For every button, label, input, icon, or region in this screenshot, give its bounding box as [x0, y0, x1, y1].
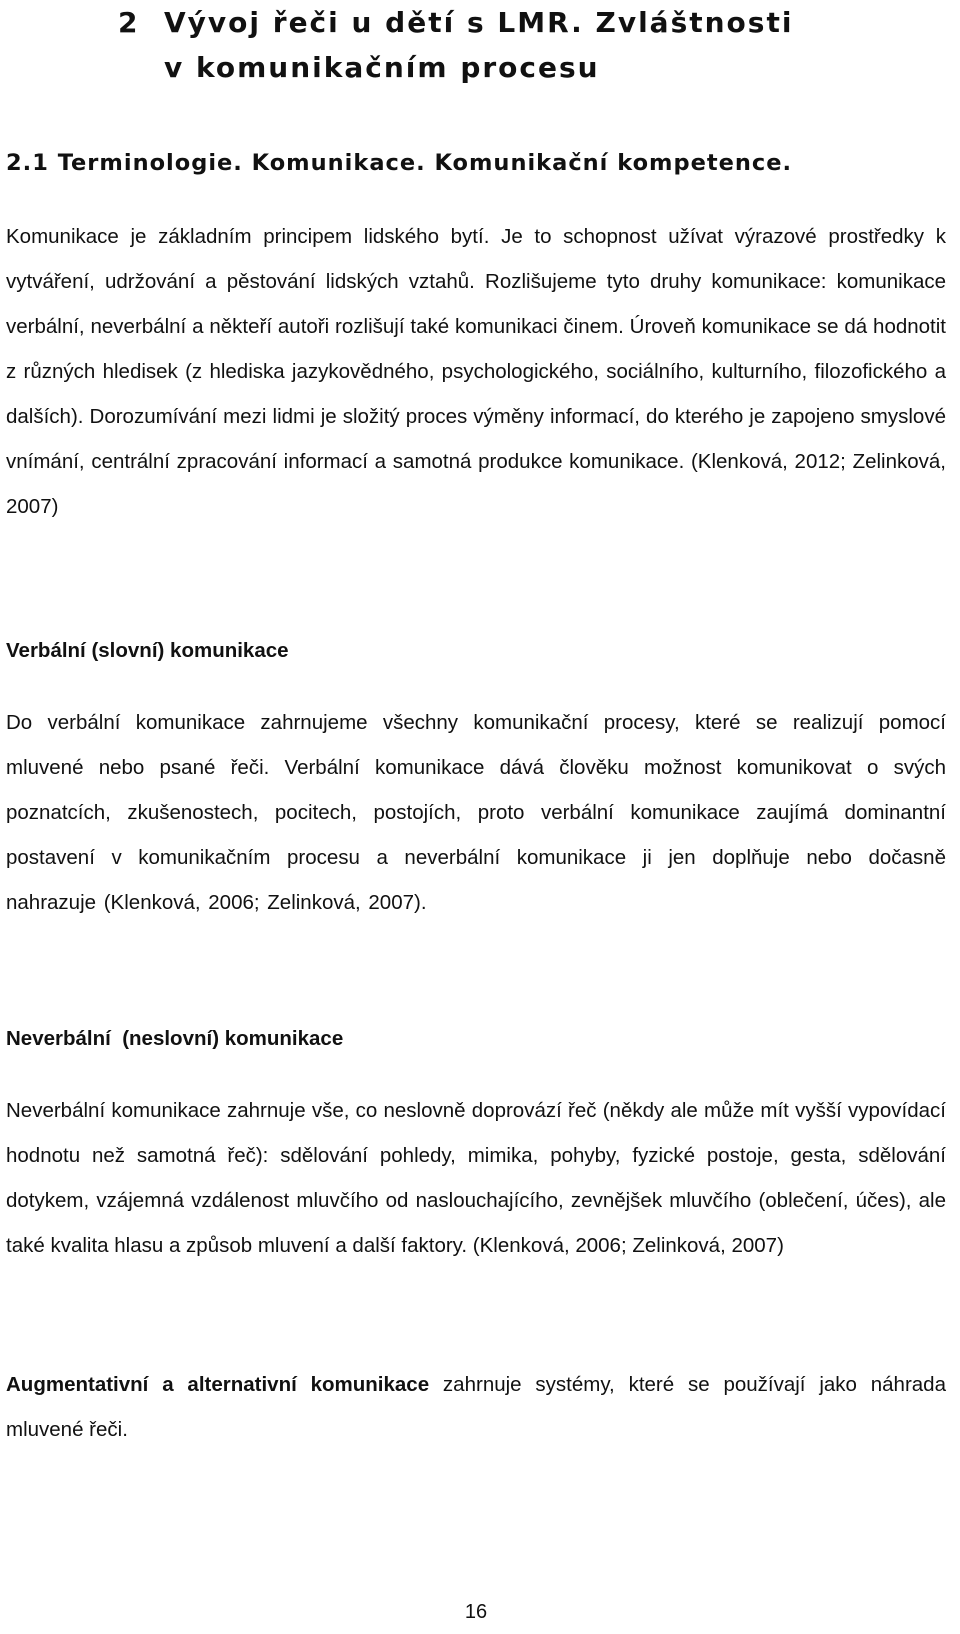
chapter-title-line2: v komunikačním procesu — [164, 51, 600, 84]
aac-paragraph — [6, 1362, 946, 1452]
verbal-paragraph-block — [6, 700, 946, 925]
page-number: 16 — [464, 1601, 488, 1623]
nonverbal-paragraph-block — [6, 1088, 946, 1268]
verbal-heading: Verbální (slovní) komunikace — [6, 639, 289, 662]
chapter-heading — [118, 0, 818, 90]
document-page — [6, 0, 952, 1634]
intro-paragraph: Komunikace je základním principem lidského bytí. Je to schopnost užívat výrazové prostředky k vytváření, udržování a pěstování lidských vztahů. Rozlišujeme tyto druhy komunikace: komunikace verbální, neverbální a někteří autoři rozlišují také komunikaci činem. Úroveň komunikace se dá hodnotit z různých hledisek (z hlediska jazykovědného, psychologického, sociálního, kulturního, filozofického a dalších). Dorozumívání mezi lidmi je složitý proces výměny informací, do kterého je zapojeno smyslové vnímání, centrální zpracování informací a samotná produkce komunikace. (Klenková, 2012; Zelinková, 2007) — [6, 225, 946, 518]
aac-definition: zahrnuje systémy, které se používají jako náhrada mluvené řeči. — [6, 1373, 946, 1441]
nonverbal-paragraph: Neverbální komunikace zahrnuje vše, co neslovně doprovází řeč (někdy ale může mít vyšší vypovídací hodnotu než samotná řeč): sdělování pohledy, mimika, pohyby, fyzické postoje, gesta, sdělování dotykem, vzájemná vzdálenost mluvčího od naslouchajícího, zevnějšek mluvčího (oblečení, účes), ale také kvalita hlasu a způsob mluvení a další faktory. (Klenková, 2006; Zelinková, 2007) — [6, 1099, 946, 1257]
aac-paragraph-block — [6, 1362, 946, 1452]
nonverbal-heading: Neverbální (neslovní) komunikace — [6, 1027, 344, 1050]
aac-term: Augmentativní a alternativní komunikace — [6, 1373, 430, 1396]
chapter-title-line1: Vývoj řeči u dětí s LMR. Zvláštnosti — [164, 6, 794, 39]
chapter-number: 2 — [118, 6, 140, 39]
section-heading: 2.1 Terminologie. Komunikace. Komunikační kompetence. — [6, 150, 793, 176]
intro-paragraph-block — [6, 214, 946, 529]
verbal-paragraph: Do verbální komunikace zahrnujeme všechny komunikační procesy, které se realizují pomocí mluvené nebo psané řeči. Verbální komunikace dává člověku možnost komunikovat o svých poznatcích, zkušenostech, pocitech, postojích, proto verbální komunikace zaujímá dominantní postavení v komunikačním procesu a neverbální komunikace ji jen doplňuje nebo dočasně nahrazuje (Klenková, 2006; Zelinková, 2007). — [6, 711, 946, 914]
